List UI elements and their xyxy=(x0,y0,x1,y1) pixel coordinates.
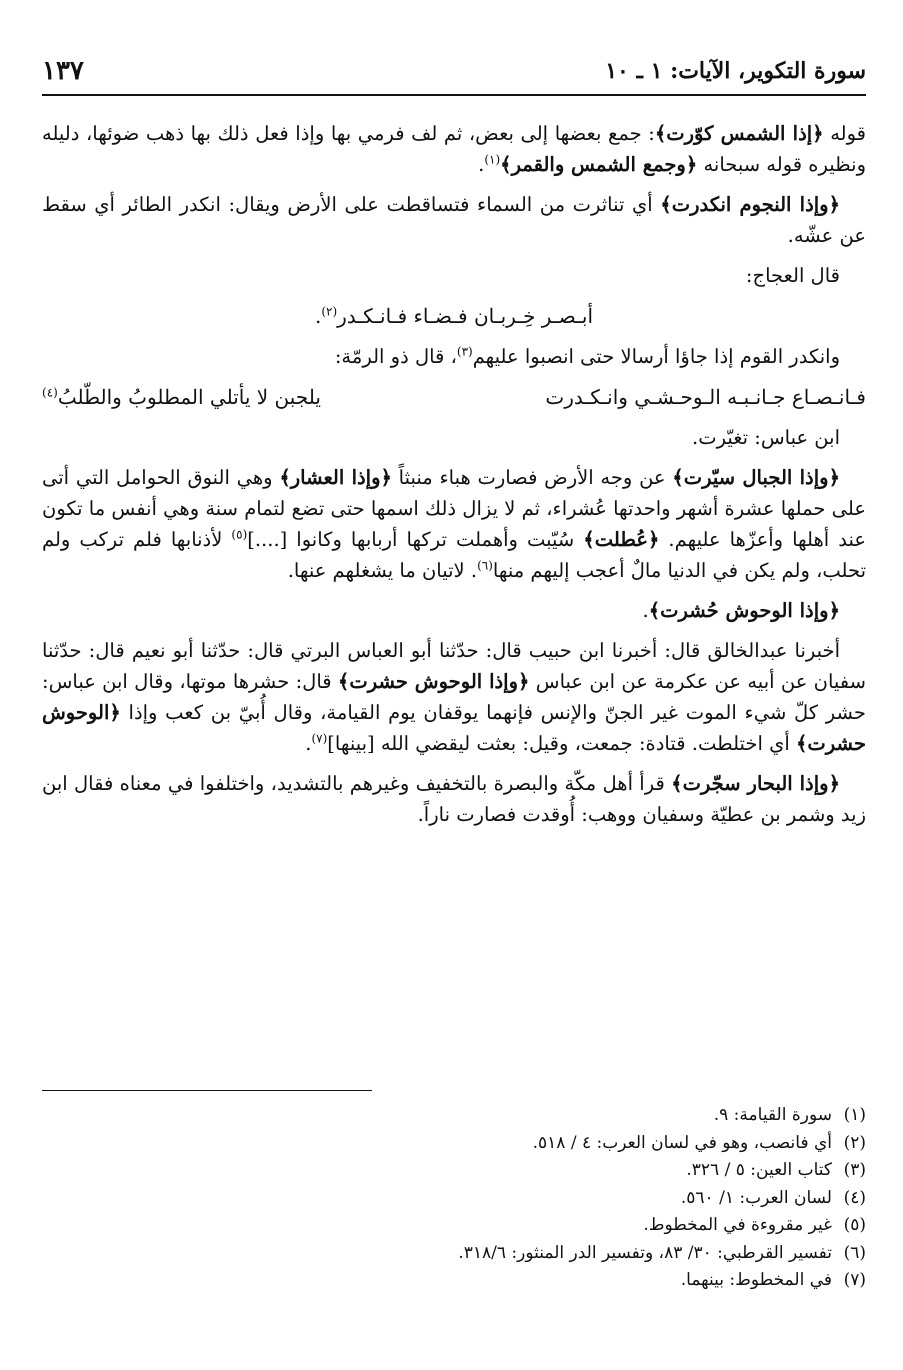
footnote-item xyxy=(42,1185,866,1213)
footnote-text: في المخطوط: بينهما. xyxy=(680,1270,832,1290)
running-header xyxy=(42,56,866,94)
paragraph-7 xyxy=(42,595,866,626)
footnotes xyxy=(42,1102,866,1295)
page-number: ١٣٧ xyxy=(42,56,84,86)
footnote-text: غير مقروءة في المخطوط. xyxy=(643,1215,832,1235)
text: وانكدر القوم إذا جاؤا أرسالا حتى انصبوا عليهم xyxy=(472,345,840,368)
text: عن وجه الأرض فصارت هباء منبثاً xyxy=(391,466,673,489)
quran-quote: ﴿وإذا الوحوش حشرت﴾ xyxy=(337,670,530,693)
footnote-text: سورة القيامة: ٩. xyxy=(713,1105,832,1125)
footnote-text: لسان العرب: ١/ ٥٦٠. xyxy=(680,1187,832,1208)
footnote-ref-1[interactable]: (١) xyxy=(484,152,501,167)
quran-quote: ﴿وإذا البحار سجّرت﴾ xyxy=(671,772,840,795)
verse-hemistich-2-wrap xyxy=(42,381,321,413)
paragraph-2 xyxy=(42,189,866,251)
quran-quote: ﴿الوحوش حشرت﴾ xyxy=(42,701,866,755)
quran-quote: ﴿إذا الشمس كوّرت﴾ xyxy=(654,122,824,145)
verse-hemistich-2: يلجبن لا يأتلي المطلوبُ والطّلبُ xyxy=(57,385,321,409)
footnote-item xyxy=(42,1267,866,1295)
paragraph-3: قال العجاج: xyxy=(745,264,840,287)
paragraph-1 xyxy=(42,118,866,180)
text: وهي النوق الحوامل التي أتى على حملها عشرة أشهر واحدتها عُشراء، ثم لا يزال ذلك اسمها حتى تضع لتمام سنة وهي أنفس ما تكون عند أهلها وأعزّها عليهم. xyxy=(42,466,866,551)
chapter-title: سورة التكوير، الآيات: ١ ـ ١٠ xyxy=(605,58,866,84)
footnote-item xyxy=(42,1240,866,1268)
footnote-number: (٥) xyxy=(843,1215,866,1235)
text: . xyxy=(642,599,649,622)
verse-2 xyxy=(42,381,866,413)
text: ، قال ذو الرمّة: xyxy=(334,345,457,368)
footnote-ref-3[interactable]: (٣) xyxy=(456,344,473,359)
verse-text: أبـصـر خِـربـان فـضـاء فـانـكـدر xyxy=(337,304,594,328)
footnote-item xyxy=(42,1212,866,1240)
footnote-ref-4[interactable]: (٤) xyxy=(42,385,58,400)
header-rule xyxy=(42,94,866,96)
footnote-item xyxy=(42,1157,866,1185)
paragraph-8 xyxy=(42,635,866,759)
quran-quote: ﴿وإذا الجبال سيّرت﴾ xyxy=(672,466,840,489)
text: . xyxy=(478,153,485,176)
text: : جمع بعضها إلى بعض، ثم لف فرمي بها وإذا فعل ذلك بها ذهب ضوئها، دليله ونظيره قوله سبحانه xyxy=(42,122,866,176)
text: . لاتيان ما يشغلهم عنها. xyxy=(287,559,478,582)
footnote-text: أي فانصب، وهو في لسان العرب: ٤ / ٥١٨. xyxy=(532,1132,832,1153)
text: أي تناثرت من السماء فتساقطت على الأرض ويقال: انكدر الطائر أي سقط عن عشّه. xyxy=(42,193,866,247)
text: سُيّبت وأهملت تركها أربابها وكانوا [....] xyxy=(247,528,584,551)
quran-quote: ﴿وإذا الوحوش حُشرت﴾ xyxy=(648,599,840,622)
book-page xyxy=(42,56,866,1356)
quran-quote: ﴿عُطلت﴾ xyxy=(583,528,660,551)
quran-quote: ﴿وجمع الشمس والقمر﴾ xyxy=(500,153,698,176)
footnote-ref-2[interactable]: (٢) xyxy=(321,304,338,319)
text: قوله xyxy=(823,122,866,145)
paragraph-4 xyxy=(42,341,866,372)
footnote-text: تفسير القرطبي: ٣٠/ ٨٣، وتفسير الدر المنثور: ٣١٨/٦. xyxy=(458,1242,832,1263)
footnote-rule xyxy=(42,1090,372,1091)
text: لأذنابها فلم تركب ولم تحلب، ولم يكن في الدنيا مالٌ أعجب إليهم منها xyxy=(42,528,866,582)
footnote-number: (٦) xyxy=(843,1242,866,1263)
footnote-item xyxy=(42,1102,866,1130)
main-text xyxy=(42,118,866,839)
footnote-ref-7[interactable]: (٧) xyxy=(311,731,328,746)
text: أي اختلطت. قتادة: جمعت، وقيل: بعثت ليقضي الله [بينها] xyxy=(327,732,796,755)
footnote-number: (٤) xyxy=(843,1187,866,1208)
text: . xyxy=(305,732,312,755)
footnote-ref-5[interactable]: (٥) xyxy=(231,527,248,542)
footnote-number: (٢) xyxy=(843,1132,866,1153)
text: قال: حشرها موتها، وقال ابن عباس: حشر كلّ شيء الموت غير الجنّ والإنس فإنهما يوقفان يوم القيامة، وقال أُبيّ بن كعب وإذا xyxy=(42,670,866,724)
verse-hemistich-1: فـانـصـاع جـانـبـه الـوحـشـي وانـكـدرت xyxy=(545,385,866,409)
footnote-number: (١) xyxy=(843,1105,866,1125)
footnote-number: (٧) xyxy=(843,1270,866,1290)
quran-quote: ﴿وإذا النجوم انكدرت﴾ xyxy=(660,193,841,216)
text: أخبرنا عبدالخالق قال: أخبرنا ابن حبيب قال: حدّثنا أبو العباس البرتي قال: حدّثنا أبو نعيم قال: حدّثنا سفيان عن أبيه عن عكرمة عن ابن عباس xyxy=(42,639,867,693)
text: قرأ أهل مكّة والبصرة بالتخفيف وغيرهم بالتشديد، واختلفوا في معناه فقال ابن زيد وشمر بن عطيّة وسفيان ووهب: أُوقدت فصارت ناراً. xyxy=(42,772,866,826)
text: . xyxy=(314,304,322,328)
paragraph-9 xyxy=(42,768,866,830)
quran-quote: ﴿وإذا العشار﴾ xyxy=(279,466,392,489)
footnote-number: (٣) xyxy=(843,1160,866,1180)
paragraph-6 xyxy=(42,462,866,586)
footnote-text: كتاب العين: ٥ / ٣٢٦. xyxy=(686,1160,832,1180)
paragraph-5: ابن عباس: تغيّرت. xyxy=(692,426,840,449)
footnote-ref-6[interactable]: (٦) xyxy=(477,558,493,573)
footnote-item xyxy=(42,1130,866,1158)
verse-1 xyxy=(42,300,866,332)
